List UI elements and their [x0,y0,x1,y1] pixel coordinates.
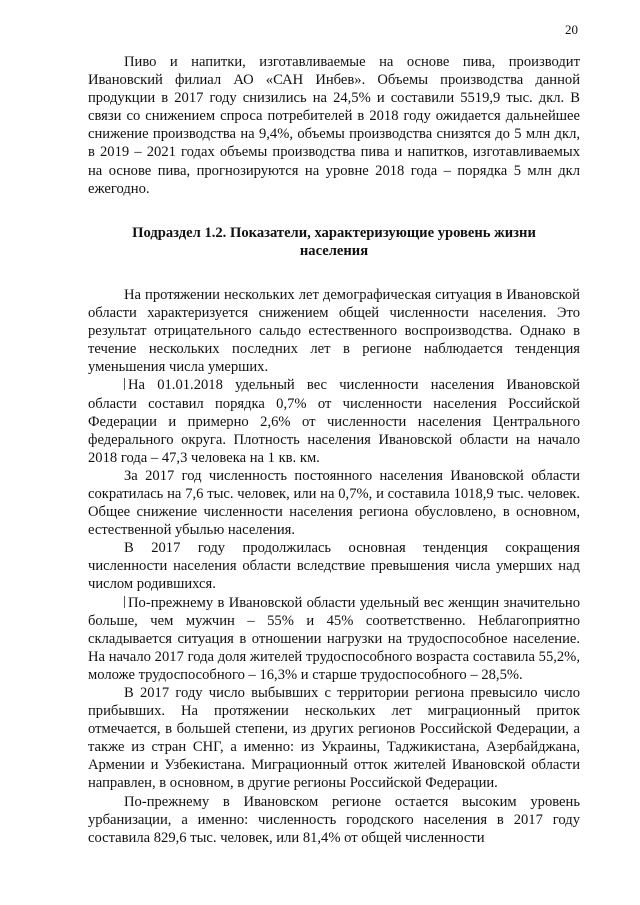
paragraph-urbanization: По-прежнему в Ивановском регионе остается высоким уровень урбанизации, а именно: численность городского населения в 2017 году составила 829,6 тыс. человек, или 81,4% от общей численности [88,793,580,846]
margin-mark [124,378,125,390]
paragraph-migration: В 2017 году число выбывших с территории региона превысило число прибывших. На протяжении нескольких лет миграционный приток отмечается, в большей степени, из других регионов Российской Федерации, а также из стран СНГ, а именно: из Украины, Таджикистана, Азербайджана, Армении и Узбекистана. Миграционный отток жителей Ивановской области направлен, в основном, в другие регионы Российской Федерации. [88,685,580,792]
page-number: 20 [565,22,578,37]
paragraph-population-decline: За 2017 год численность постоянного населения Ивановской области сократилась на 7,6 тыс. человек, или на 0,7%, и составила 1018,9 тыс. человек. Общее снижение численности населения региона обусловлено, в основном, естественной убылью населения. [88,467,580,539]
margin-mark [124,596,125,608]
paragraph-gender-age [88,594,580,684]
document-body [88,53,580,847]
section-heading: Подраздел 1.2. Показатели, характеризующие уровень жизни населения [132,224,536,259]
paragraph-trend: В 2017 году продолжилась основная тенденция сокращения численности населения области вследствие превышения числа умерших над числом родившихся. [88,540,580,593]
paragraph-gender-age-text: По-прежнему в Ивановской области удельный вес женщин значительно больше, чем мужчин – 55% и 45% соответственно. Неблагоприятно складывается ситуация в отношении нагрузки на трудоспособное население. На начало 2017 года доля жителей трудоспособного возраста составила 55,2%, моложе трудоспособного – 16,3% и старше трудоспособного – 28,5%. [88,594,580,683]
paragraph-demographics: На протяжении нескольких лет демографическая ситуация в Ивановской области характеризуется снижением общей численности населения. Это результат отрицательного сальдо естественного воспроизводства. Однако в течение нескольких последних лет в регионе наблюдается тенденция уменьшения числа умерших. [88,286,580,376]
paragraph-population-share [88,376,580,466]
paragraph-population-share-text: На 01.01.2018 удельный вес численности населения Ивановской области составил порядка 0,7% от численности населения Российской Федерации и примерно 2,6% от численности населения Центрального федерального округа. Плотность населения Ивановской области на начало 2018 года – 47,3 человека на 1 кв. км. [88,377,580,466]
paragraph-beer-production: Пиво и напитки, изготавливаемые на основе пива, производит Ивановский филиал АО «САН Инбев». Объемы производства данной продукции в 2017 году снизились на 24,5% и составили 5519,9 тыс. дкл. В связи со снижением спроса потребителей в 2018 году ожидается дальнейшее снижение производства на 9,4%, объемы производства снизятся до 5 млн дкл, в 2019 – 2021 годах объемы производства пива и напитков, изготавливаемых на основе пива, прогнозируются на уровне 2018 года – порядка 5 млн дкл ежегодно. [88,54,580,197]
